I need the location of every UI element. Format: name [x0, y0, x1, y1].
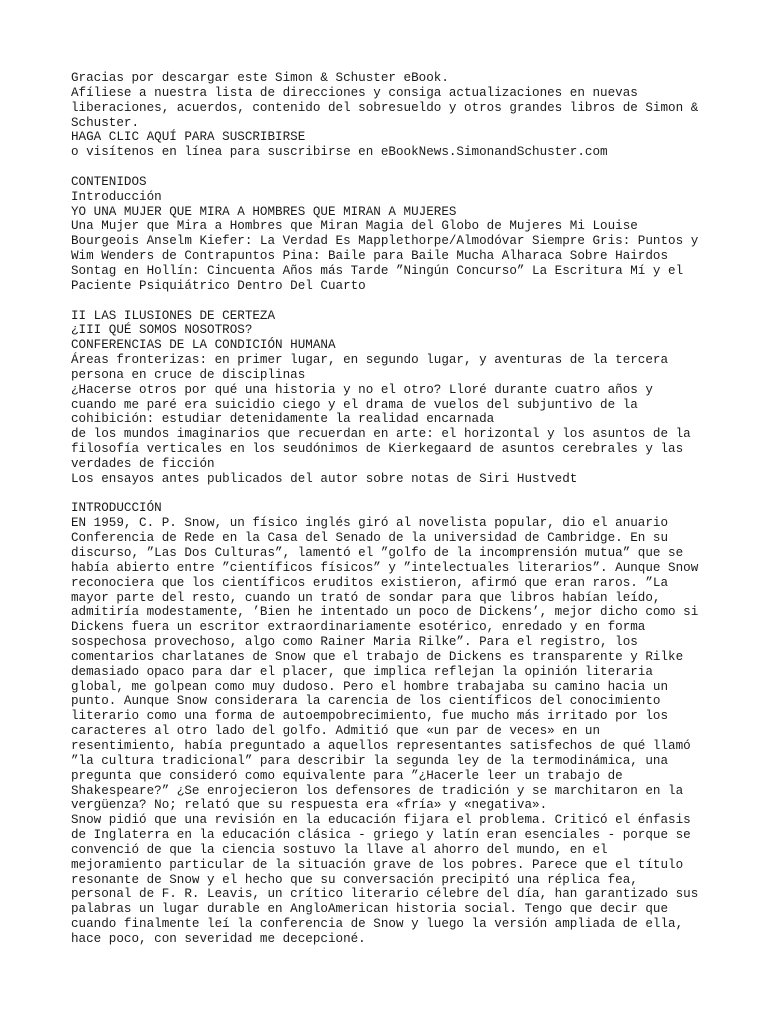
body-text-line: convenció de que la ciencia sostuvo la llave al ahorro del mundo, en el [71, 842, 608, 857]
toc-entry[interactable]: Sontag en Hollín: Cincuenta Años más Tarde ”Ningún Concurso” La Escritura Mí y el [71, 263, 684, 278]
body-text-line: demasiado opaco para dar el placer, que implica reflejan la opinión literaria [71, 664, 653, 679]
body-text-line: EN 1959, C. P. Snow, un físico inglés giró al novelista popular, dio el anuario [71, 516, 669, 531]
introduction-section [71, 501, 711, 946]
body-text-line: caracteres al otro lado del golfo. Admitió que «un par de veces» en un [71, 724, 601, 739]
body-text-line: resonante de Snow y el hecho que su conversación precipitó una réplica fea, [71, 872, 638, 887]
toc-entry[interactable]: Una Mujer que Mira a Hombres que Miran Magia del Globo de Mujeres Mi Louise [71, 219, 638, 234]
toc-entry[interactable]: Áreas fronterizas: en primer lugar, en segundo lugar, y aventuras de la tercera [71, 353, 669, 368]
toc-entry[interactable]: II LAS ILUSIONES DE CERTEZA [71, 308, 276, 323]
body-text-line: Dickens fuera un escritor extraordinariamente esotérico, enredado y en forma [71, 620, 646, 635]
body-text-line: personal de F. R. Leavis, un crítico literario célebre del día, han garantizado sus [71, 887, 699, 902]
toc-entry[interactable]: cohibición: estudiar detenidamente la realidad encarnada [71, 412, 495, 427]
toc-entry[interactable]: CONFERENCIAS DE LA CONDICIÓN HUMANA [71, 338, 336, 353]
ebook-page [71, 71, 711, 947]
body-text-line: mejoramiento particular de la situación grave de los pobres. Parece que el título [71, 857, 684, 872]
toc-entry[interactable]: Bourgeois Anselm Kiefer: La Verdad Es Mapplethorpe/Almodóvar Siempre Gris: Puntos y [71, 234, 699, 249]
table-of-contents-continued [71, 309, 711, 487]
body-text-line: hace poco, con severidad me decepcioné. [71, 931, 366, 946]
body-text-line: Shakespeare?” ¿Se enrojecieron los defensores de tradición y se marchitaron en la [71, 783, 684, 798]
body-text-line: discurso, ”Las Dos Culturas”, lamentó el ”golfo de la incomprensión mutua” que se [71, 546, 684, 560]
body-text-line: vergüenza? No; relató que su respuesta era «fría» y «negativa». [71, 798, 548, 813]
subscribe-link[interactable]: HAGA CLIC AQUÍ PARA SUSCRIBIRSE [71, 130, 306, 145]
body-text-line: cuando finalmente leí la conferencia de Snow y luego la versión ampliada de ella, [71, 917, 684, 932]
spacer [71, 487, 711, 502]
body-text-line: Conferencia de Rede en la Casa del Senado de la universidad de Cambridge. En su [71, 531, 669, 546]
body-text-line: resentimiento, había preguntado a aquellos representantes satisfechos de qué llamó [71, 738, 691, 753]
toc-entry[interactable]: YO UNA MUJER QUE MIRA A HOMBRES QUE MIRAN A MUJERES [71, 204, 457, 219]
body-text-line: de Inglaterra en la educación clásica - griego y latín eran esenciales - porque se [71, 828, 691, 843]
body-text-line: literario como una forma de autoempobrecimiento, fue mucho más irritado por los [71, 709, 669, 724]
publisher-notice [71, 71, 711, 160]
toc-entry[interactable]: Paciente Psiquiátrico Dentro Del Cuarto [71, 278, 366, 293]
newsletter-line: Afíliese a nuestra lista de direcciones y consiga actualizaciones en nuevas [71, 85, 638, 100]
newsletter-line: liberaciones, acuerdos, contenido del sobresueldo y otros grandes libros de Simon & [71, 100, 699, 115]
body-text-line: comentarios charlatanes de Snow que el trabajo de Dickens es transparente y Rilke [71, 649, 684, 664]
body-text-line: punto. Aunque Snow considerara la carencia de los científicos del conocimiento [71, 694, 661, 709]
toc-entry[interactable]: ¿Hacerse otros por qué una historia y no el otro? Lloré durante cuatro años y [71, 382, 653, 397]
visit-line: o visítenos en línea para suscribirse en eBookNews.SimonandSchuster.com [71, 145, 608, 160]
body-text-line: ”la cultura tradicional” para describir la segunda ley de la termodinámica, una [71, 753, 669, 768]
body-text-line: había abierto entre ”científicos físicos” y ”intelectuales literarios”. Aunque Snow [71, 560, 699, 575]
toc-entry[interactable]: Introducción [71, 189, 162, 204]
body-text-line: global, me golpean como muy dudoso. Pero el hombre trabajaba su camino hacia un [71, 679, 669, 694]
body-text-line: Snow pidió que una revisión en la educación fijara el problema. Criticó el énfasis [71, 813, 691, 828]
toc-entry[interactable]: Wim Wenders de Contrapuntos Pina: Baile para Baile Mucha Alharaca Sobre Hairdos [71, 249, 669, 264]
section-heading: INTRODUCCIÓN [71, 501, 162, 516]
toc-entry[interactable]: de los mundos imaginarios que recuerdan en arte: el horizontal y los asuntos de la [71, 427, 691, 442]
spacer [71, 160, 711, 175]
table-of-contents [71, 175, 711, 294]
body-text-line: pregunta que consideró como equivalente para ”¿Hacerle leer un trabajo de [71, 768, 623, 783]
toc-entry[interactable]: ¿III QUÉ SOMOS NOSOTROS? [71, 323, 253, 338]
body-text-line: reconociera que los científicos eruditos existieron, afirmó que eran raros. ”La [71, 575, 669, 590]
body-text-line: mayor parte del resto, cuando un trató de sondar para que libros habían leído, [71, 590, 661, 605]
toc-entry[interactable]: cuando me paré era suicidio ciego y el drama de vuelos del subjuntivo de la [71, 397, 638, 412]
body-text-line: palabras un lugar durable en AngloAmerican historia social. Tengo que decir que [71, 902, 669, 917]
toc-entry[interactable]: filosofía verticales en los seudónimos de Kierkegaard de asuntos cerebrales y las [71, 442, 684, 457]
toc-entry[interactable]: persona en cruce de disciplinas [71, 367, 306, 382]
thanks-line: Gracias por descargar este Simon & Schuster eBook. [71, 71, 449, 85]
body-text-line: sospechosa provechoso, algo como Rainer Maria Rilke”. Para el registro, los [71, 635, 638, 650]
body-text-line: admitiría modestamente, ’Bien he intentado un poco de Dickens’, mejor dicho como si [71, 605, 699, 620]
newsletter-line: Schuster. [71, 115, 140, 130]
toc-entry[interactable]: Los ensayos antes publicados del autor sobre notas de Siri Hustvedt [71, 471, 578, 486]
spacer [71, 294, 711, 309]
toc-entry[interactable]: verdades de ficción [71, 456, 215, 471]
contents-heading: CONTENIDOS [71, 174, 147, 189]
